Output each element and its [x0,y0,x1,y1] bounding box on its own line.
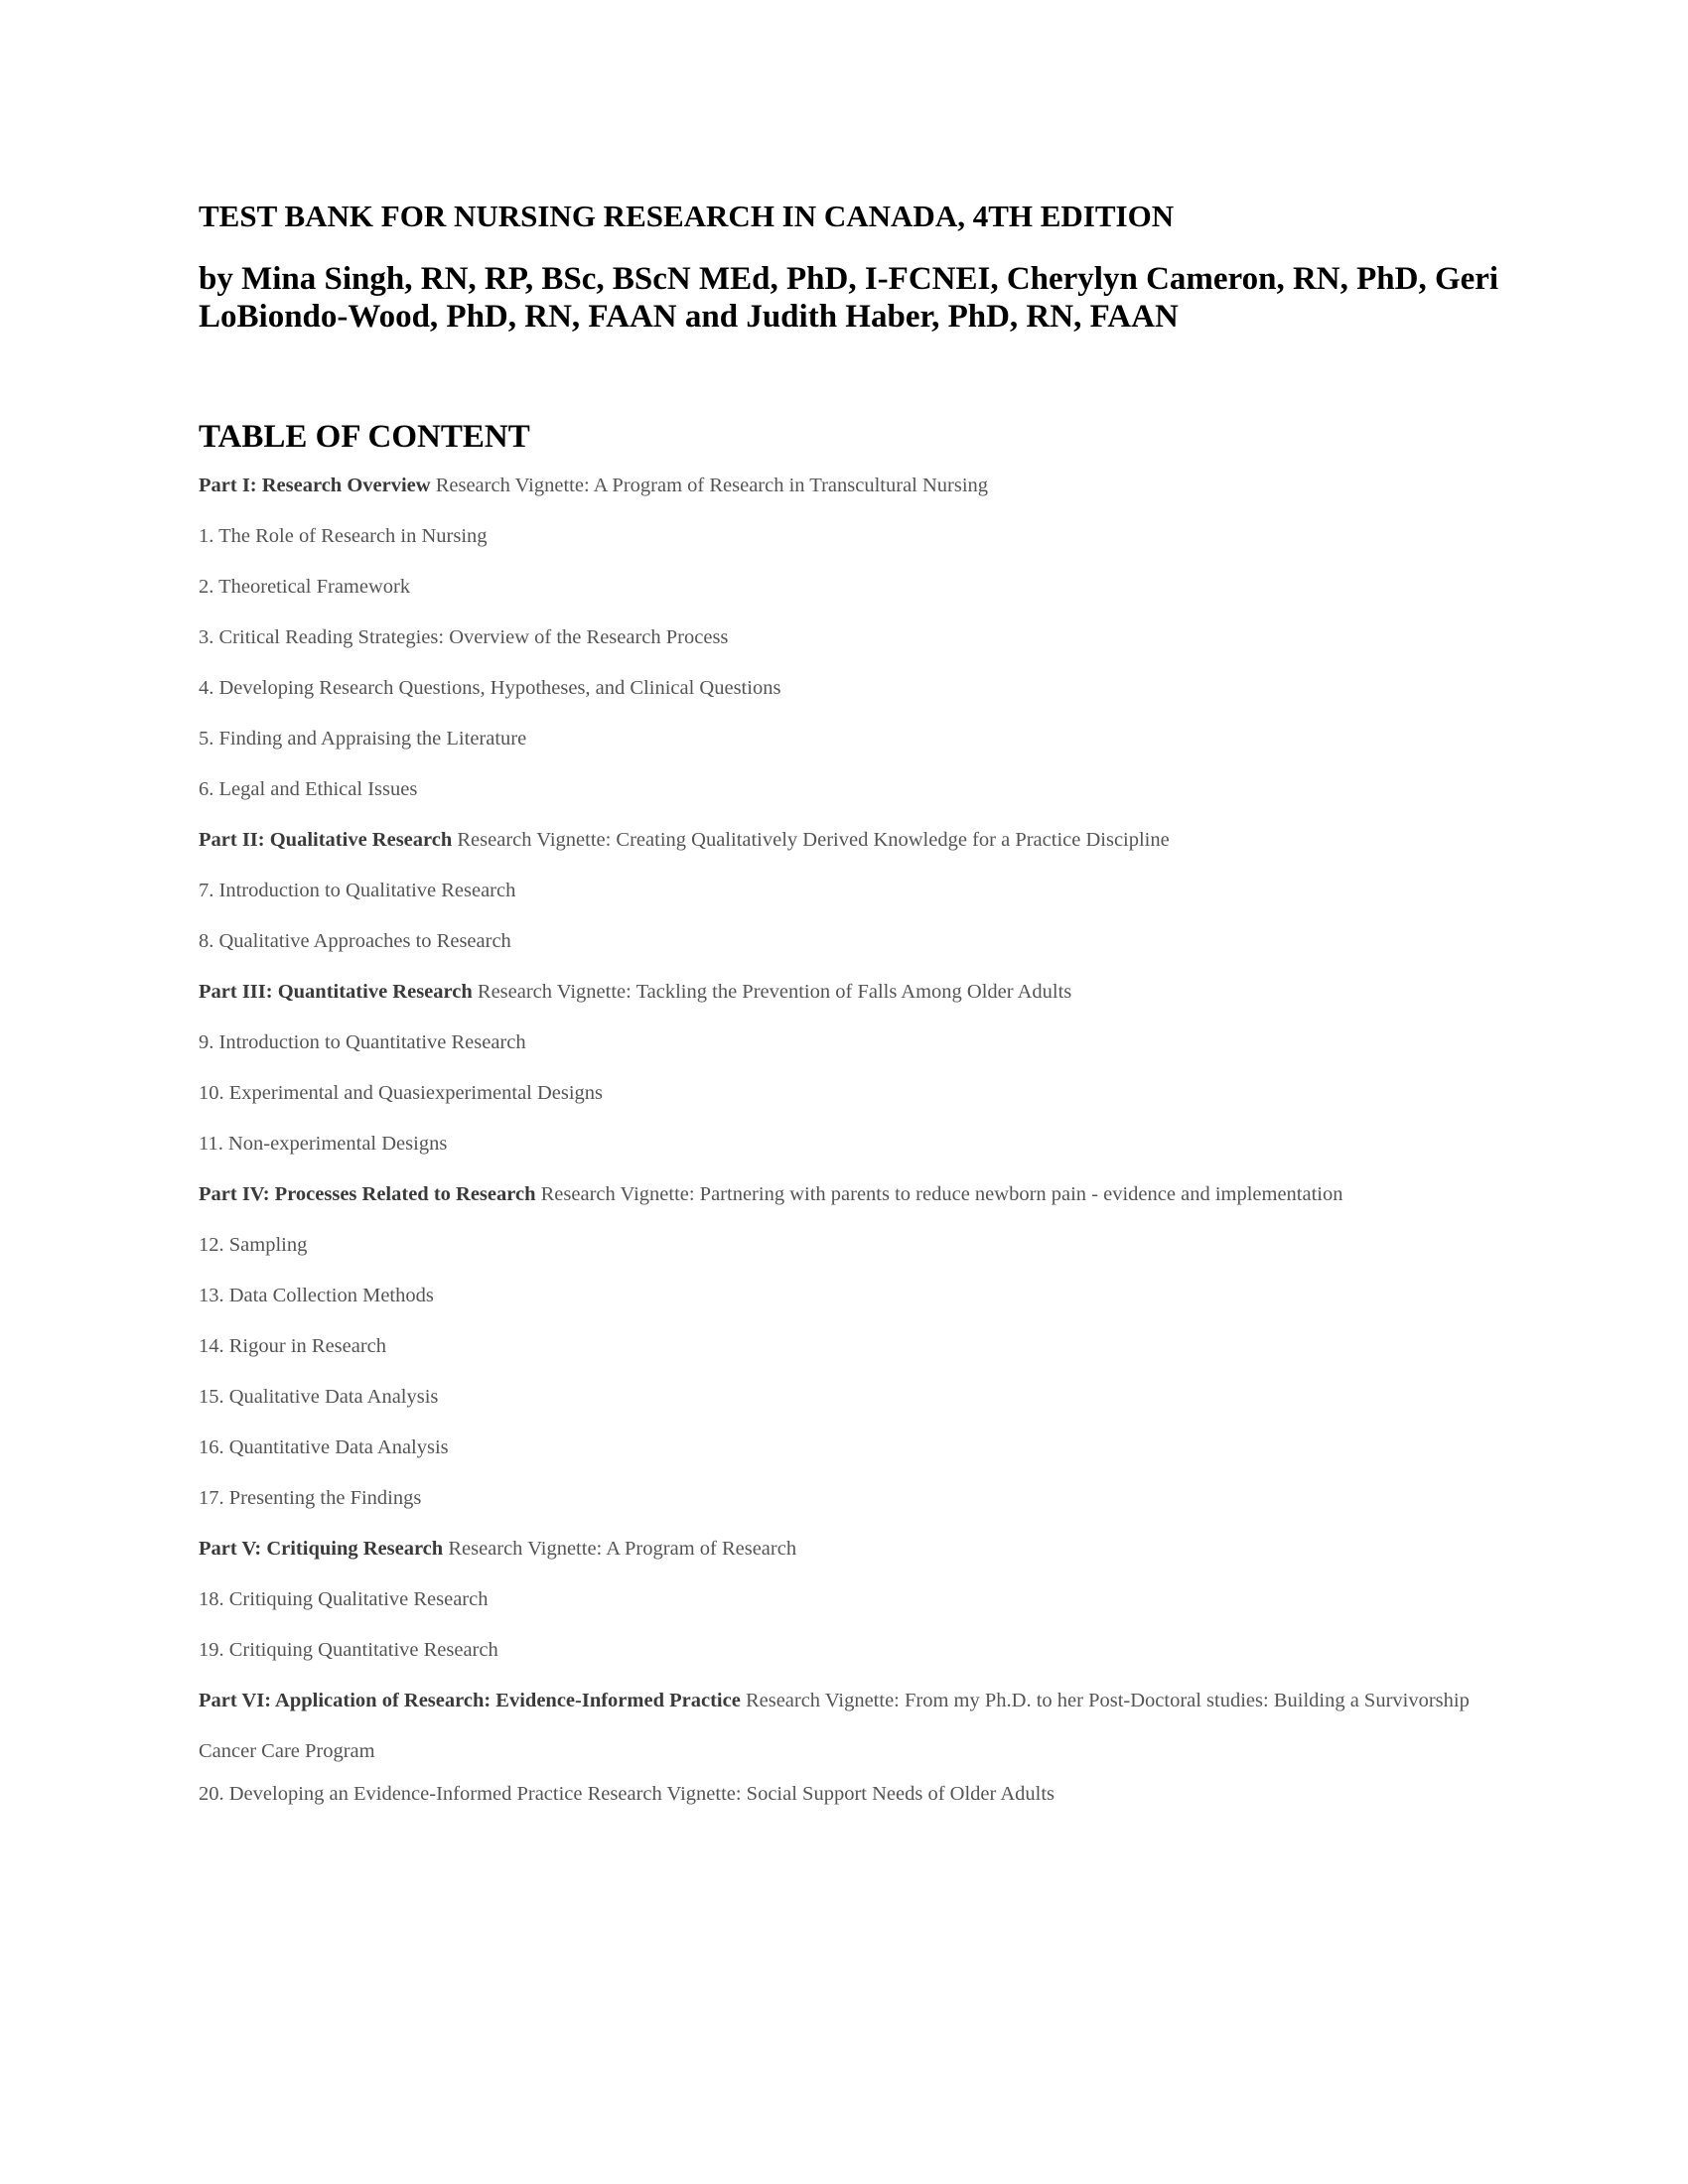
part-vignette: Research Vignette: Partnering with parents to reduce newborn pain - evidence and implementation [535,1183,1343,1205]
toc-chapter-6: 6. Legal and Ethical Issues [199,778,418,800]
part-vignette: Research Vignette: A Program of Research [443,1538,797,1560]
toc-part-1 [199,469,1519,519]
toc-chapter-3: 3. Critical Reading Strategies: Overview of the Research Process [199,626,729,648]
toc-chapter-15: 15. Qualitative Data Analysis [199,1386,439,1408]
toc-chapter-7: 7. Introduction to Qualitative Research [199,880,516,901]
authors-line: by Mina Singh, RN, RP, BSc, BScN MEd, PhD, I-FCNEI, Cherylyn Cameron, RN, PhD, Geri LoBiondo-Wood, PhD, RN, FAAN and Judith Haber, PhD, RN, FAAN [199,261,1499,335]
toc-chapter-20: 20. Developing an Evidence-Informed Practice Research Vignette: Social Support Needs of Older Adults [199,1783,1055,1805]
toc-chapter-9: 9. Introduction to Quantitative Research [199,1031,526,1053]
toc-heading: TABLE OF CONTENT [199,419,530,455]
toc-chapter-19: 19. Critiquing Quantitative Research [199,1639,498,1661]
toc-chapter-2: 2. Theoretical Framework [199,576,411,598]
part-label: Part III: Quantitative Research [199,981,473,1003]
toc-part-6 [199,1676,1519,1777]
document-title: TEST BANK FOR NURSING RESEARCH IN CANADA, 4TH EDITION [199,199,1175,233]
toc-chapter-10: 10. Experimental and Quasiexperimental Designs [199,1082,604,1104]
toc-chapter-18: 18. Critiquing Qualitative Research [199,1588,489,1610]
document-page [199,195,1519,1828]
toc-chapter-17: 17. Presenting the Findings [199,1487,422,1509]
part-vignette: Research Vignette: Creating Qualitatively Derived Knowledge for a Practice Discipline [452,829,1170,851]
toc-list [199,469,1519,1828]
toc-part-5 [199,1532,1519,1582]
toc-chapter-16: 16. Quantitative Data Analysis [199,1436,449,1458]
part-vignette: Research Vignette: Tackling the Prevention of Falls Among Older Adults [472,981,1072,1003]
toc-chapter-1: 1. The Role of Research in Nursing [199,525,488,547]
part-label: Part I: Research Overview [199,475,431,496]
part-label: Part V: Critiquing Research [199,1538,444,1560]
toc-part-4 [199,1177,1519,1228]
toc-chapter-13: 13. Data Collection Methods [199,1285,434,1306]
toc-chapter-14: 14. Rigour in Research [199,1335,387,1357]
toc-chapter-11: 11. Non-experimental Designs [199,1133,448,1155]
toc-chapter-8: 8. Qualitative Approaches to Research [199,930,511,952]
part-label: Part IV: Processes Related to Research [199,1183,536,1205]
toc-chapter-12: 12. Sampling [199,1234,308,1256]
part-label: Part VI: Application of Research: Evidence-Informed Practice [199,1690,741,1711]
toc-part-2 [199,823,1519,874]
part-vignette: Research Vignette: From my Ph.D. to her Post-Doctoral studies: Building a Survivorship Cancer Care Program [199,1690,1470,1762]
part-label: Part II: Qualitative Research [199,829,453,851]
part-vignette: Research Vignette: A Program of Research in Transcultural Nursing [430,475,989,496]
toc-part-3 [199,975,1519,1025]
toc-chapter-4: 4. Developing Research Questions, Hypotheses, and Clinical Questions [199,677,781,699]
toc-chapter-5: 5. Finding and Appraising the Literature [199,728,527,750]
